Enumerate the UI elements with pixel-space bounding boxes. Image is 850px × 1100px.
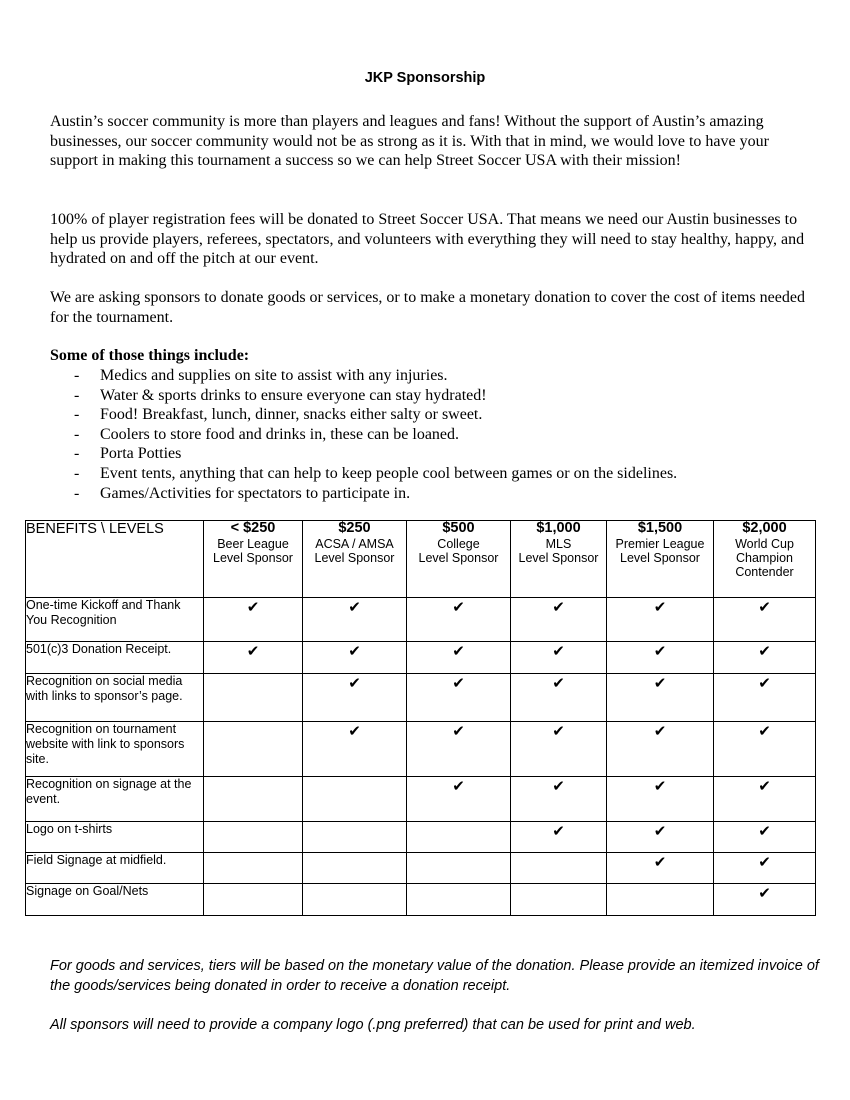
check-icon-cell [407,674,511,722]
request-paragraph: We are asking sponsors to donate goods or services, or to make a monetary donation to cover the cost of items needed for the tournament. [50,289,805,326]
check-icon: ✔ [653,722,667,740]
tier-label-line: Level Sponsor [418,551,499,565]
tier-label-line: College [437,537,480,551]
empty-cell [607,884,714,916]
check-icon-cell [204,642,303,674]
tier-header [204,521,303,598]
check-icon-cell [607,642,714,674]
benefit-cell: 501(c)3 Donation Receipt. [26,642,204,674]
empty-cell [303,777,407,822]
goods-services-note: For goods and services, tiers will be based on the monetary value of the donation. Please provide an itemized invoice of the goods/services being donated in order to receive a donation receipt. [50,958,819,994]
check-icon: ✔ [758,777,771,795]
list-item-text: Porta Potties [100,445,182,463]
tier-amount: $250 [338,520,371,536]
check-icon: ✔ [758,822,771,840]
list-item-text: Water & sports drinks to ensure everyone can stay hydrated! [100,386,487,404]
tier-amount: $2,000 [742,520,787,536]
check-icon-cell [607,722,714,777]
tier-label-line: Premier League [615,537,705,551]
check-icon-cell [714,674,816,722]
check-icon-cell [303,598,407,642]
check-icon-cell [607,777,714,822]
check-icon-cell [714,642,816,674]
tier-amount: $1,000 [536,520,581,536]
list-item [74,464,814,484]
bullet-dash: - [74,445,80,463]
list-item-text: Food! Breakfast, lunch, dinner, snacks either salty or sweet. [100,406,483,424]
check-icon: ✔ [348,642,361,660]
empty-cell [204,822,303,853]
needs-list-title: Some of those things include: [50,347,250,364]
check-icon-cell [714,722,816,777]
bullet-dash: - [74,484,80,502]
check-icon-cell [511,674,607,722]
empty-cell [303,853,407,884]
tier-label-line: Beer League [217,537,289,551]
check-icon: ✔ [452,777,465,795]
tier-header [607,521,714,598]
empty-cell [204,777,303,822]
check-icon-cell [714,853,816,884]
check-icon-cell [607,853,714,884]
list-item [74,366,814,386]
benefit-cell: One-time Kickoff and Thank You Recognition [26,598,204,642]
benefit-cell: Signage on Goal/Nets [26,884,204,916]
empty-cell [204,722,303,777]
check-icon-cell [714,598,816,642]
check-icon-cell [511,598,607,642]
check-icon: ✔ [552,722,565,740]
logo-note: All sponsors will need to provide a company logo (.png preferred) that can be used for print and web. [50,1017,696,1033]
check-icon: ✔ [653,642,667,660]
check-icon: ✔ [653,674,667,692]
tier-label-line: World Cup [735,537,794,551]
list-item [74,405,814,425]
tier-label-line: MLS [545,537,572,551]
tier-label-line: Level Sponsor [620,551,700,565]
needs-list [74,366,814,503]
check-icon-cell [407,777,511,822]
check-icon: ✔ [758,884,771,902]
check-icon: ✔ [653,853,667,871]
check-icon-cell [407,598,511,642]
list-item [74,386,814,406]
table-row [26,822,816,853]
benefit-cell: Recognition on signage at the event. [26,777,204,822]
check-icon: ✔ [653,777,667,795]
table-row [26,853,816,884]
check-icon: ✔ [246,642,260,660]
check-icon-cell [407,722,511,777]
check-icon: ✔ [552,642,565,660]
bullet-dash: - [74,367,80,384]
check-icon: ✔ [758,853,771,871]
list-item-text: Medics and supplies on site to assist with any injuries. [100,367,448,384]
check-icon: ✔ [758,642,771,660]
list-item-text: Games/Activities for spectators to participate in. [100,484,411,502]
check-icon-cell [511,722,607,777]
check-icon-cell [511,642,607,674]
table-row [26,777,816,822]
benefit-cell: Recognition on tournament website with link to sponsors site. [26,722,204,777]
check-icon-cell [607,598,714,642]
check-icon-cell [204,598,303,642]
check-icon: ✔ [552,777,565,795]
bullet-dash: - [74,464,80,482]
check-icon: ✔ [552,822,565,840]
check-icon: ✔ [452,598,465,616]
check-icon: ✔ [246,598,260,616]
table-row [26,884,816,916]
check-icon: ✔ [348,674,361,692]
empty-cell [407,884,511,916]
table-row [26,598,816,642]
donation-paragraph: 100% of player registration fees will be donated to Street Soccer USA. That means we need our Austin businesses to help us provide players, referees, spectators, and volunteers with everything they will need to stay healthy, happy, and hydrated on and off the pitch at our event. [50,211,805,268]
bullet-dash: - [74,386,80,404]
table-row [26,642,816,674]
tier-amount: $500 [442,520,475,536]
tier-label-line: ACSA / AMSA [315,537,394,551]
intro-paragraph: Austin’s soccer community is more than players and leagues and fans! Without the support of Austin’s amazing businesses, our soccer community would not be as strong as it is. With that in mind, we would love to have your support in making this tournament a success so we can help Street Soccer USA with their mission! [50,113,769,170]
tier-label-line: Level Sponsor [213,551,293,565]
tier-label-line: Level Sponsor [314,551,395,565]
list-item [74,484,814,504]
check-icon: ✔ [348,722,361,740]
table-row [26,722,816,777]
check-icon-cell [511,777,607,822]
check-icon: ✔ [452,642,465,660]
check-icon-cell [407,642,511,674]
tier-label-line: Champion [736,551,793,565]
empty-cell [303,884,407,916]
empty-cell [204,674,303,722]
benefit-cell: Recognition on social media with links to sponsor’s page. [26,674,204,722]
empty-cell [511,853,607,884]
empty-cell [407,853,511,884]
tier-header [511,521,607,598]
check-icon: ✔ [758,598,771,616]
check-icon-cell [714,822,816,853]
check-icon-cell [511,822,607,853]
bullet-dash: - [74,425,80,443]
list-item [74,425,814,445]
check-icon: ✔ [452,674,465,692]
page-title: JKP Sponsorship [364,70,486,86]
tier-header [714,521,816,598]
benefit-cell: Logo on t-shirts [26,822,204,853]
check-icon: ✔ [653,598,667,616]
check-icon: ✔ [552,598,565,616]
empty-cell [303,822,407,853]
check-icon-cell [714,777,816,822]
check-icon: ✔ [758,674,771,692]
table-row [26,674,816,722]
empty-cell [204,884,303,916]
tier-label-line: Contender [735,565,794,579]
tier-label-line: Level Sponsor [518,551,599,565]
bullet-dash: - [74,406,80,424]
table-body [26,598,816,916]
table-header-row [26,521,816,598]
benefit-cell: Field Signage at midfield. [26,853,204,884]
check-icon-cell [303,642,407,674]
corner-header: BENEFITS \ LEVELS [26,521,204,598]
tier-header [407,521,511,598]
sponsorship-tier-table [25,520,816,916]
tier-header [303,521,407,598]
empty-cell [511,884,607,916]
empty-cell [204,853,303,884]
check-icon-cell [303,722,407,777]
check-icon: ✔ [758,722,771,740]
check-icon: ✔ [452,722,465,740]
check-icon: ✔ [348,598,361,616]
tier-amount: $1,500 [637,520,683,536]
check-icon-cell [714,884,816,916]
list-item [74,444,814,464]
check-icon-cell [607,822,714,853]
list-item-text: Event tents, anything that can help to keep people cool between games or on the sidelines. [100,464,678,482]
check-icon: ✔ [653,822,667,840]
check-icon: ✔ [552,674,565,692]
list-item-text: Coolers to store food and drinks in, these can be loaned. [100,425,460,443]
check-icon-cell [607,674,714,722]
empty-cell [407,822,511,853]
check-icon-cell [303,674,407,722]
tier-amount: < $250 [230,520,276,536]
